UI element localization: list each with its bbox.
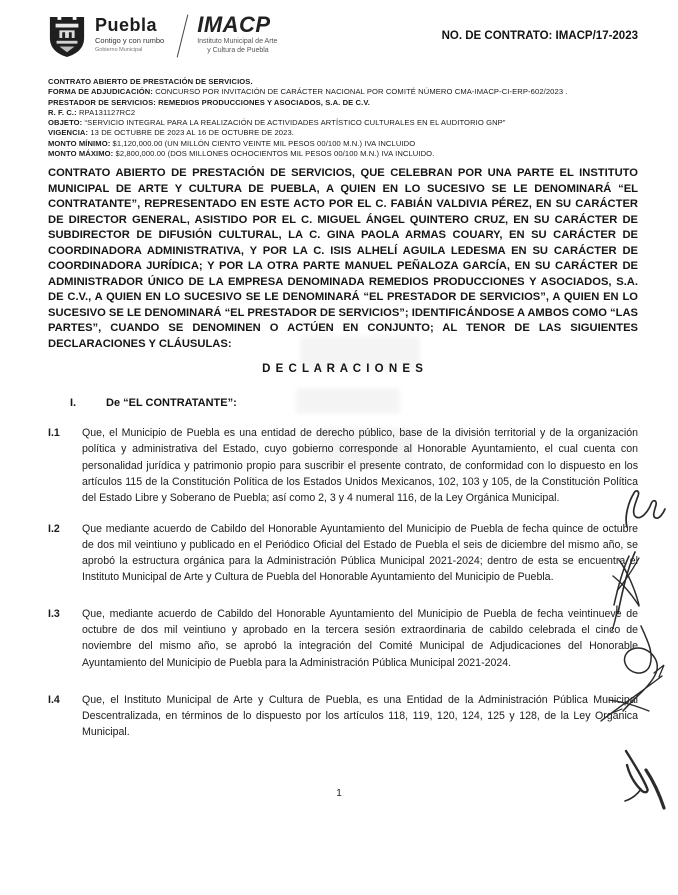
city-name: Puebla — [95, 15, 158, 35]
clause-number: I.4 — [48, 693, 60, 706]
document-header — [48, 12, 638, 60]
clause-item — [48, 425, 638, 505]
contract-meta-block — [48, 77, 638, 159]
section-title: De “EL CONTRATANTE”: — [106, 397, 237, 410]
meta-line: R. F. C.: RPA131127RC2 — [48, 107, 136, 117]
clause-item — [48, 606, 638, 670]
section-heading — [48, 397, 638, 409]
clause-number: I.2 — [48, 522, 60, 535]
clause-item — [48, 521, 638, 585]
meta-line: MONTO MÁXIMO: $2,800,000.00 (DOS MILLONES OCHOCIENTOS MIL PESOS 00/100 M.N.) IVA INCLUIDO. — [48, 149, 435, 159]
section-number: I. — [70, 397, 77, 410]
meta-line: MONTO MÍNIMO: $1,120,000.00 (UN MILLÓN CIENTO VEINTE MIL PESOS 00/100 M.N.) IVA INCLUIDO — [48, 138, 416, 148]
clause-text: Que, el Instituto Municipal de Arte y Cultura de Puebla, es una Entidad de la Administración Pública Municipal Descentralizada, en términos de lo dispuesto por los artículos 118, 119, 120, 124, 125 y 128, de la Ley Orgánica Municipal. — [82, 693, 638, 738]
logo-divider — [177, 15, 189, 58]
declarations-heading: D E C L A R A C I O N E S — [262, 363, 424, 376]
meta-line: VIGENCIA: 13 DE OCTUBRE DE 2023 AL 16 DE OCTUBRE DE 2023. — [48, 128, 294, 138]
page-number: 1 — [336, 788, 342, 799]
org-logo-text — [197, 14, 277, 55]
org-subtitle-line2: y Cultura de Puebla — [207, 46, 269, 54]
clause-text: Que, el Municipio de Puebla es una entidad de derecho público, base de la división territorial y de la organización política y administrativa del Estado, cuyo gobierno corresponde al Honorable Ayuntamiento, el cual cuenta con personalidad jurídica y patrimonio propio para suscribir el presente contrato, de conformidad con lo dispuesto en los artículos 115 de la Constitución Política de los Estados Unidos Mexicanos, 102, 103 y 105, de la Constitución Política del Estado Libre y Soberano de Puebla; así como 2, 3 y 4 numeral 116, de la Ley Orgánica Municipal. — [82, 427, 638, 504]
meta-line: PRESTADOR DE SERVICIOS: REMEDIOS PRODUCCIONES Y ASOCIADOS, S.A. DE C.V. — [48, 97, 371, 107]
org-subtitle-line1: Instituto Municipal de Arte — [197, 38, 278, 45]
meta-line: FORMA DE ADJUDICACIÓN: CONCURSO POR INVITACIÓN DE CARÁCTER NACIONAL POR COMITÉ NÚMERO CMA-IMACP-CI-ERP-602/2023 . — [48, 87, 568, 97]
clause-number: I.3 — [48, 608, 60, 621]
city-tagline: Contigo y con rumbo — [95, 36, 165, 45]
puebla-shield-icon — [48, 14, 86, 60]
clause-item — [48, 692, 638, 740]
clause-text: Que mediante acuerdo de Cabildo del Honorable Ayuntamiento del Municipio de Puebla de fecha quince de octubre de dos mil veintiuno y publicado en el Periódico Oficial del Estado de Puebla el seis de diciembre del mismo año, se aprobó la estructura orgánica para la Administración Pública Municipal 2021-2024; dentro de esta se encuentra el Instituto Municipal de Arte y Cultura de Puebla del Honorable Ayuntamiento del Municipio de Puebla. — [82, 522, 638, 584]
org-acronym: IMACP — [197, 12, 271, 37]
opening-paragraph: CONTRATO ABIERTO DE PRESTACIÓN DE SERVICIOS, QUE CELEBRAN POR UNA PARTE EL INSTITUTO MUNICIPAL DE ARTE Y CULTURA DE PUEBLA, A QUIEN EN LO SUCESIVO SE LE DENOMINARÁ “EL CONTRATANTE”, REPRESENTADO EN ESTE ACTO POR EL C. FABIÁN VALDIVIA PÉREZ, EN SU CARÁCTER DE DIRECTOR GENERAL, ASISTIDO POR EL C. MIGUEL ÁNGEL QUINTERO CRUZ, EN SU CARÁCTER DE SUBDIRECTOR DE DIFUSIÓN CULTURAL, LA C. GINA PAOLA ARMAS COUARY, EN SU CARÁCTER DE COORDINADORA ADMINISTRATIVA, Y POR LA C. ISIS ALHELÍ AGUILA LEDESMA EN SU CARÁCTER DE COORDINADORA JURÍDICA; Y POR LA OTRA PARTE MANUEL PEÑALOZA GARCÍA, EN SU CARÁCTER DE ADMINISTRADOR ÚNICO DE LA EMPRESA DENOMINADA REMEDIOS PRODUCCIONES Y ASOCIADOS, S.A. DE C.V., A QUIEN EN LO SUCESIVO SE LE DENOMINARÁ “EL PRESTADOR DE SERVICIOS”, A QUIEN EN LO SUCESIVO SE LE DENOMINARÁ “EL PRESTADOR DE SERVICIOS”; IDENTIFICÁNDOSE A AMBOS COMO “LAS PARTES”, CUANDO SE DENOMINEN O ACTÚEN EN CONJUNTO; AL TENOR DE LAS SIGUIENTES DECLARACIONES Y CLÁUSULAS: — [48, 167, 638, 350]
logo-group — [48, 12, 277, 60]
meta-line: CONTRATO ABIERTO DE PRESTACIÓN DE SERVICIOS. — [48, 77, 253, 86]
city-logo-text — [95, 16, 164, 53]
contract-number: NO. DE CONTRATO: IMACP/17-2023 — [441, 30, 638, 42]
clause-number: I.1 — [48, 427, 60, 440]
city-subtitle: Gobierno Municipal — [95, 47, 143, 53]
clause-text: Que, mediante acuerdo de Cabildo del Honorable Ayuntamiento del Municipio de Puebla de fecha veintinueve de octubre de dos mil veintiuno y aprobado en la tercera sesión extraordinaria de cabildo celebrada el cinco de noviembre del mismo año, se aprobó la integración del Comité Municipal de Adjudicaciones del Honorable Ayuntamiento del Municipio de Puebla para la Administración Pública Municipal 2021-2024. — [82, 608, 638, 669]
meta-line: OBJETO: “SERVICIO INTEGRAL PARA LA REALIZACIÓN DE ACTIVIDADES ARTÍSTICO CULTURALES EN EL AUDITORIO GNP” — [48, 118, 506, 128]
